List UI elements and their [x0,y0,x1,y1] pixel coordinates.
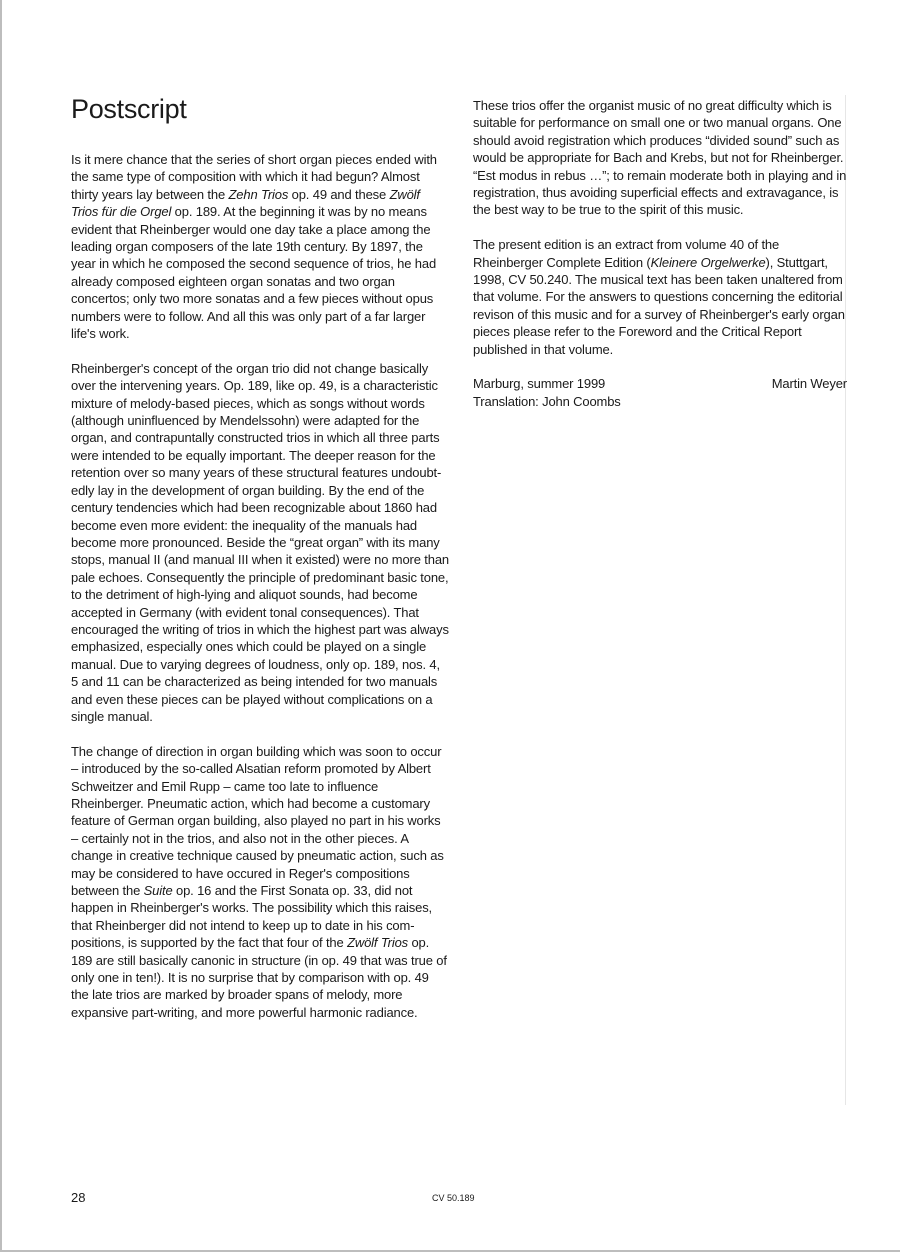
paragraph: The change of direction in organ building which was soon to occur – introduced by the so-called Alsatian reform promoted by Albert Schweitzer and Emil Rupp – came too late to influence Rheinberger. Pneumatic action, which had become a customary feature of German organ building, also played no part in his works – certainly not in the trios, and also not in the other pieces. A change in creative technique caused by pneumatic action, such as may be considered to have occured in Reger's compositions between the Suite op. 16 and the First Sonata op. 33, did not happen in Rheinberger's works. The possibility which this raises, that Rheinberger did not intend to keep up to date in his compositions, is supported by the fact that four of the Zwölf Trios op. 189 are still basically canonic in structure (in op. 49 that was true of only one in ten!). It is no surprise that by comparison with op. 49 the late trios are marked by broader spans of melody, more expansive part-writing, and more powerful harmonic radiance. [71,743,447,1020]
place-date: Marburg, summer 1999 [473,376,606,392]
catalog-number: CV 50.189 [432,1193,475,1203]
italic-title: Zehn Trios [228,186,289,202]
italic-title: Zwölf Trios [347,935,409,951]
translator-credit: Translation: John Coombs [473,393,621,409]
paragraph: Is it mere chance that the series of short organ pieces ended with the same type of composition with which it had begun? Almost thirty years lay between the Zehn Trios op. 49 and these Zwölf Trios für die Orgel op. 189. At the beginning it was by no means evident that Rheinberger would one day take a place among the leading organ composers of the late 19th century. By 1897, the year in which he composed the second sequence of trios, he had already composed eighteen organ sonatas and two organ concertos; only two more sonatas and a few pieces without opus numbers were to follow. And all this was only part of a far larger life's work. [71,152,437,342]
paragraph: The present edition is an extract from volume 40 of the Rheinberger Complete Edition (Kleinere Orgelwerke), Stuttgart, 1998, CV 50.240. The musical text has been taken unaltered from that volume. For the answers to questions concerning the editorial revison of this music and for a survey of Rheinberger's early organ pieces please refer to the Foreword and the Critical Report published in that volume. [473,237,845,357]
author-name: Martin Weyer [771,376,847,392]
page-edge-left [0,0,2,1252]
left-column [71,94,449,1039]
page-title: Postscript [71,94,187,124]
right-column [473,97,847,410]
signature-row [473,375,847,392]
paragraph: Rheinberger's concept of the organ trio did not change basically over the intervening years. Op. 189, like op. 49, is a characteristic mixture of melody-based pieces, which as songs without words (although uninfluenced by Mendelssohn) were adapted for the organ, and contrapuntally constructed trios in which all three parts were intended to be equally important. The deeper reason for the retention over so many years of these structural features undoubtedly lay in the development of organ building. By the end of the century tendencies which had been recognizable about 1860 had become even more evident: the inequality of the manuals had become more pronounced. Beside the “great organ” with its many stops, manual II (and manual III when it existed) were no more than pale echoes. Consequently the principle of predominant basic tone, to the detriment of high-lying and aliquot sounds, had become accepted in Germany (with evident tonal consequences). That encouraged the writing of trios in which the highest part was always emphasized, especially ones which could be played on a single manual. Due to varying degrees of loudness, only op. 189, nos. 4, 5 and 11 can be characterized as being intended for two manuals and even these pieces can be played without complications on a single manual. [71,360,449,724]
italic-title: Suite [143,883,173,899]
paragraph: These trios offer the organist music of no great difficulty which is suitable for performance on small one or two manual organs. One should avoid registration which produces “divided sound” such as would be appropriate for Bach and Krebs, but not for Rheinberger. “Est modus in rebus …”; to remain moderate both in playing and in registration, thus avoiding superficial effects and extravagance, is the best way to be true to the spirit of this music. [473,98,847,218]
italic-title: Zwölf Trios für die Orgel [71,186,420,220]
page-number: 28 [71,1190,86,1205]
italic-title: Kleinere Orgelwerke [650,254,766,270]
